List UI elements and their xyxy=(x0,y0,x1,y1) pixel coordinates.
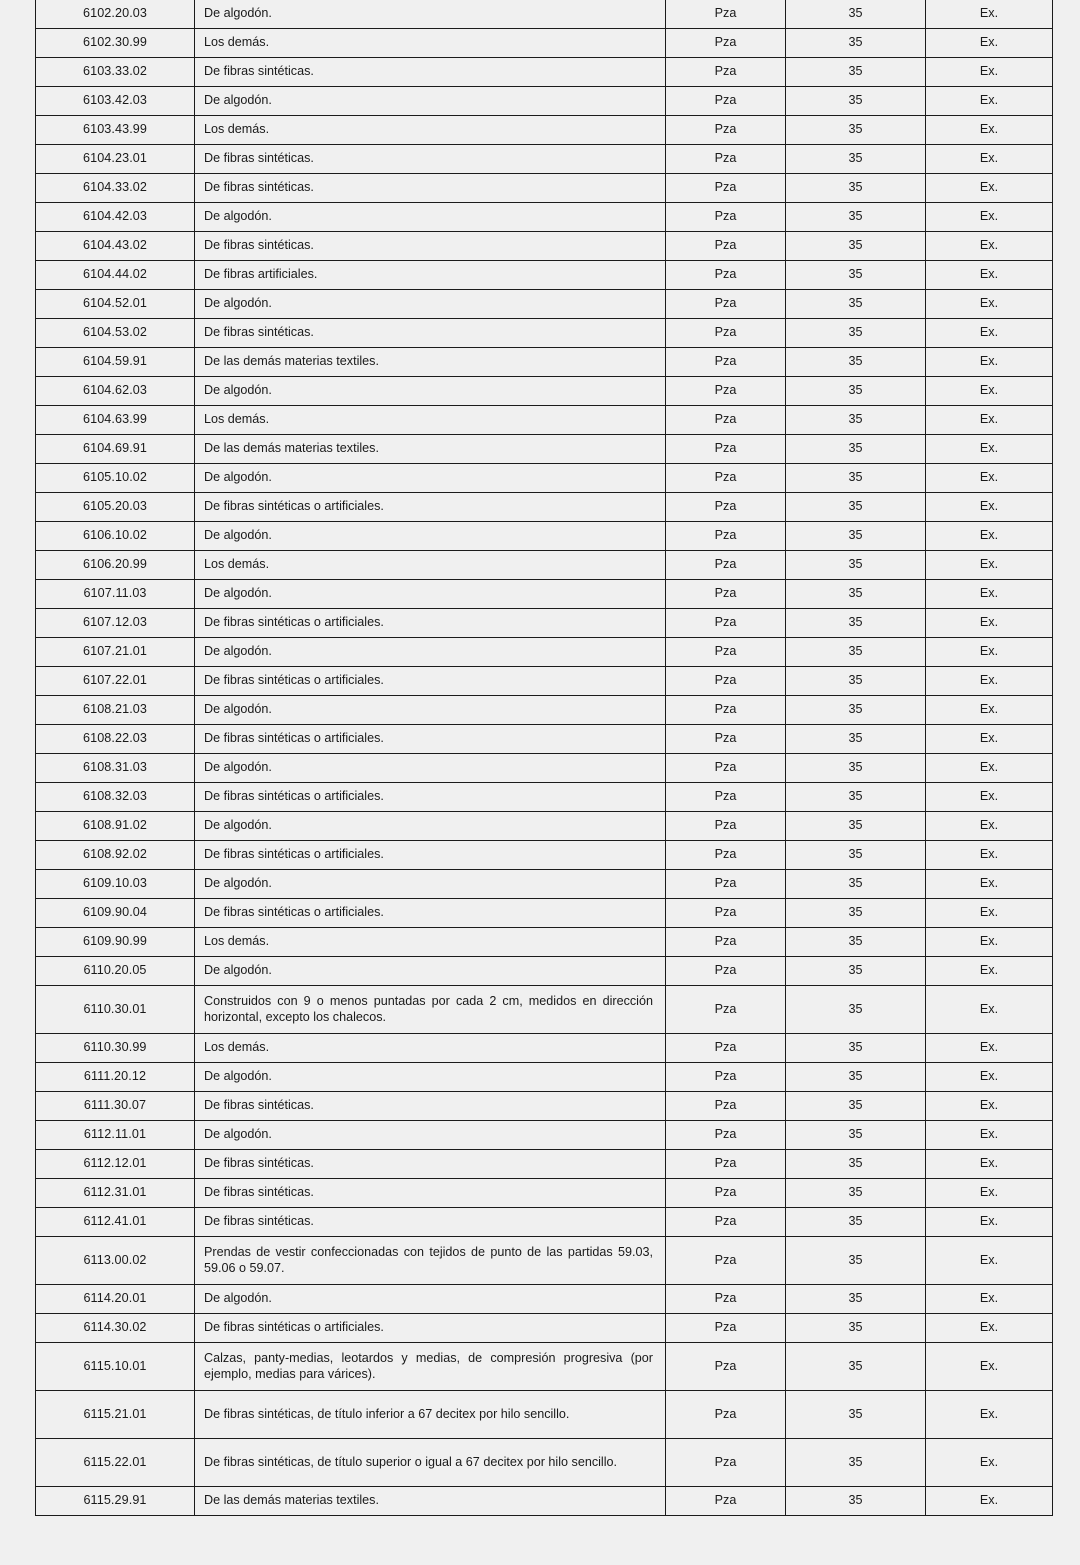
cell-unit: Pza xyxy=(666,667,786,696)
cell-tariff-code: 6110.30.99 xyxy=(36,1034,195,1063)
cell-import-duty: 35 xyxy=(786,1150,926,1179)
cell-description: De algodón. xyxy=(195,812,666,841)
cell-unit: Pza xyxy=(666,1208,786,1237)
cell-export-duty: Ex. xyxy=(926,870,1053,899)
cell-tariff-code: 6113.00.02 xyxy=(36,1237,195,1285)
cell-description: De fibras artificiales. xyxy=(195,261,666,290)
table-row xyxy=(36,58,1053,87)
cell-tariff-code: 6104.44.02 xyxy=(36,261,195,290)
cell-description: De fibras sintéticas o artificiales. xyxy=(195,841,666,870)
cell-unit: Pza xyxy=(666,29,786,58)
table-row xyxy=(36,928,1053,957)
cell-import-duty: 35 xyxy=(786,783,926,812)
cell-description: De fibras sintéticas. xyxy=(195,1150,666,1179)
cell-export-duty: Ex. xyxy=(926,348,1053,377)
table-row xyxy=(36,1439,1053,1487)
cell-unit: Pza xyxy=(666,1063,786,1092)
table-row xyxy=(36,522,1053,551)
table-row xyxy=(36,812,1053,841)
cell-tariff-code: 6107.21.01 xyxy=(36,638,195,667)
cell-tariff-code: 6111.30.07 xyxy=(36,1092,195,1121)
cell-export-duty: Ex. xyxy=(926,1179,1053,1208)
cell-export-duty: Ex. xyxy=(926,638,1053,667)
cell-description: De fibras sintéticas, de título superior o igual a 67 decitex por hilo sencillo. xyxy=(195,1439,666,1487)
cell-tariff-code: 6106.20.99 xyxy=(36,551,195,580)
cell-description: De fibras sintéticas, de título inferior a 67 decitex por hilo sencillo. xyxy=(195,1391,666,1439)
cell-unit: Pza xyxy=(666,725,786,754)
cell-unit: Pza xyxy=(666,812,786,841)
cell-import-duty: 35 xyxy=(786,1092,926,1121)
table-row xyxy=(36,290,1053,319)
cell-tariff-code: 6104.52.01 xyxy=(36,290,195,319)
table-row xyxy=(36,435,1053,464)
cell-tariff-code: 6112.31.01 xyxy=(36,1179,195,1208)
table-row xyxy=(36,580,1053,609)
cell-tariff-code: 6104.43.02 xyxy=(36,232,195,261)
cell-unit: Pza xyxy=(666,609,786,638)
table-row xyxy=(36,725,1053,754)
cell-import-duty: 35 xyxy=(786,116,926,145)
table-row xyxy=(36,319,1053,348)
cell-tariff-code: 6109.10.03 xyxy=(36,870,195,899)
cell-description: De fibras sintéticas o artificiales. xyxy=(195,783,666,812)
cell-unit: Pza xyxy=(666,841,786,870)
cell-unit: Pza xyxy=(666,1285,786,1314)
table-row xyxy=(36,609,1053,638)
table-row xyxy=(36,1121,1053,1150)
table-row xyxy=(36,1343,1053,1391)
cell-tariff-code: 6104.62.03 xyxy=(36,377,195,406)
cell-import-duty: 35 xyxy=(786,1343,926,1391)
cell-description: De fibras sintéticas. xyxy=(195,1179,666,1208)
cell-unit: Pza xyxy=(666,696,786,725)
cell-unit: Pza xyxy=(666,87,786,116)
cell-import-duty: 35 xyxy=(786,638,926,667)
cell-unit: Pza xyxy=(666,1034,786,1063)
cell-tariff-code: 6103.42.03 xyxy=(36,87,195,116)
cell-export-duty: Ex. xyxy=(926,957,1053,986)
table-row xyxy=(36,203,1053,232)
cell-unit: Pza xyxy=(666,1150,786,1179)
cell-description: De fibras sintéticas. xyxy=(195,1208,666,1237)
cell-description: De algodón. xyxy=(195,1285,666,1314)
cell-export-duty: Ex. xyxy=(926,406,1053,435)
cell-export-duty: Ex. xyxy=(926,493,1053,522)
cell-description: De fibras sintéticas o artificiales. xyxy=(195,493,666,522)
cell-tariff-code: 6114.30.02 xyxy=(36,1314,195,1343)
cell-description: De algodón. xyxy=(195,377,666,406)
cell-unit: Pza xyxy=(666,580,786,609)
table-row xyxy=(36,406,1053,435)
cell-tariff-code: 6108.22.03 xyxy=(36,725,195,754)
table-row xyxy=(36,232,1053,261)
table-row xyxy=(36,1208,1053,1237)
cell-description: De fibras sintéticas o artificiales. xyxy=(195,1314,666,1343)
cell-unit: Pza xyxy=(666,203,786,232)
cell-tariff-code: 6104.33.02 xyxy=(36,174,195,203)
tariff-table-body xyxy=(36,0,1053,1516)
table-row xyxy=(36,551,1053,580)
table-row xyxy=(36,1034,1053,1063)
cell-import-duty: 35 xyxy=(786,203,926,232)
cell-tariff-code: 6108.31.03 xyxy=(36,754,195,783)
cell-description: De algodón. xyxy=(195,203,666,232)
cell-description: De las demás materias textiles. xyxy=(195,1487,666,1516)
cell-import-duty: 35 xyxy=(786,957,926,986)
cell-description: De algodón. xyxy=(195,1063,666,1092)
cell-tariff-code: 6104.63.99 xyxy=(36,406,195,435)
cell-import-duty: 35 xyxy=(786,145,926,174)
cell-tariff-code: 6108.91.02 xyxy=(36,812,195,841)
cell-description: De fibras sintéticas. xyxy=(195,1092,666,1121)
cell-unit: Pza xyxy=(666,986,786,1034)
table-row xyxy=(36,1092,1053,1121)
cell-unit: Pza xyxy=(666,1343,786,1391)
cell-description: De fibras sintéticas. xyxy=(195,174,666,203)
table-row xyxy=(36,377,1053,406)
cell-unit: Pza xyxy=(666,1179,786,1208)
cell-tariff-code: 6112.12.01 xyxy=(36,1150,195,1179)
cell-description: De fibras sintéticas. xyxy=(195,145,666,174)
cell-export-duty: Ex. xyxy=(926,87,1053,116)
cell-unit: Pza xyxy=(666,406,786,435)
cell-import-duty: 35 xyxy=(786,1063,926,1092)
cell-import-duty: 35 xyxy=(786,406,926,435)
cell-description: De fibras sintéticas o artificiales. xyxy=(195,609,666,638)
cell-unit: Pza xyxy=(666,232,786,261)
cell-description: De algodón. xyxy=(195,522,666,551)
cell-import-duty: 35 xyxy=(786,348,926,377)
cell-unit: Pza xyxy=(666,783,786,812)
cell-import-duty: 35 xyxy=(786,551,926,580)
cell-import-duty: 35 xyxy=(786,435,926,464)
cell-export-duty: Ex. xyxy=(926,609,1053,638)
cell-tariff-code: 6107.22.01 xyxy=(36,667,195,696)
cell-tariff-code: 6114.20.01 xyxy=(36,1285,195,1314)
cell-export-duty: Ex. xyxy=(926,290,1053,319)
table-row xyxy=(36,261,1053,290)
cell-import-duty: 35 xyxy=(786,87,926,116)
cell-import-duty: 35 xyxy=(786,1487,926,1516)
cell-tariff-code: 6108.92.02 xyxy=(36,841,195,870)
cell-description: Los demás. xyxy=(195,29,666,58)
table-row xyxy=(36,841,1053,870)
cell-description: De algodón. xyxy=(195,696,666,725)
cell-export-duty: Ex. xyxy=(926,725,1053,754)
cell-export-duty: Ex. xyxy=(926,29,1053,58)
cell-tariff-code: 6105.10.02 xyxy=(36,464,195,493)
cell-tariff-code: 6107.11.03 xyxy=(36,580,195,609)
cell-export-duty: Ex. xyxy=(926,261,1053,290)
cell-tariff-code: 6115.10.01 xyxy=(36,1343,195,1391)
cell-tariff-code: 6112.11.01 xyxy=(36,1121,195,1150)
cell-import-duty: 35 xyxy=(786,667,926,696)
table-row xyxy=(36,1285,1053,1314)
cell-import-duty: 35 xyxy=(786,319,926,348)
cell-unit: Pza xyxy=(666,928,786,957)
cell-description: Los demás. xyxy=(195,1034,666,1063)
cell-import-duty: 35 xyxy=(786,1439,926,1487)
table-row xyxy=(36,174,1053,203)
cell-export-duty: Ex. xyxy=(926,319,1053,348)
cell-export-duty: Ex. xyxy=(926,1314,1053,1343)
cell-unit: Pza xyxy=(666,116,786,145)
cell-unit: Pza xyxy=(666,58,786,87)
cell-unit: Pza xyxy=(666,899,786,928)
table-row xyxy=(36,870,1053,899)
cell-unit: Pza xyxy=(666,435,786,464)
cell-description: De algodón. xyxy=(195,870,666,899)
cell-export-duty: Ex. xyxy=(926,1391,1053,1439)
cell-tariff-code: 6104.23.01 xyxy=(36,145,195,174)
cell-import-duty: 35 xyxy=(786,609,926,638)
cell-export-duty: Ex. xyxy=(926,203,1053,232)
cell-export-duty: Ex. xyxy=(926,1343,1053,1391)
cell-export-duty: Ex. xyxy=(926,1439,1053,1487)
cell-unit: Pza xyxy=(666,638,786,667)
cell-unit: Pza xyxy=(666,261,786,290)
cell-import-duty: 35 xyxy=(786,1208,926,1237)
cell-export-duty: Ex. xyxy=(926,696,1053,725)
cell-import-duty: 35 xyxy=(786,174,926,203)
cell-export-duty: Ex. xyxy=(926,377,1053,406)
cell-export-duty: Ex. xyxy=(926,232,1053,261)
table-row xyxy=(36,1314,1053,1343)
cell-export-duty: Ex. xyxy=(926,551,1053,580)
cell-import-duty: 35 xyxy=(786,986,926,1034)
cell-unit: Pza xyxy=(666,0,786,29)
cell-description: Calzas, panty-medias, leotardos y medias, de compresión progresiva (por ejemplo, medias para várices). xyxy=(195,1343,666,1391)
cell-description: De las demás materias textiles. xyxy=(195,348,666,377)
cell-tariff-code: 6106.10.02 xyxy=(36,522,195,551)
cell-unit: Pza xyxy=(666,377,786,406)
table-row xyxy=(36,145,1053,174)
cell-description: De fibras sintéticas. xyxy=(195,58,666,87)
cell-tariff-code: 6109.90.99 xyxy=(36,928,195,957)
cell-export-duty: Ex. xyxy=(926,812,1053,841)
cell-unit: Pza xyxy=(666,319,786,348)
cell-import-duty: 35 xyxy=(786,1179,926,1208)
cell-description: De algodón. xyxy=(195,87,666,116)
cell-import-duty: 35 xyxy=(786,464,926,493)
table-row xyxy=(36,667,1053,696)
cell-import-duty: 35 xyxy=(786,493,926,522)
cell-description: De fibras sintéticas. xyxy=(195,232,666,261)
cell-import-duty: 35 xyxy=(786,1237,926,1285)
cell-tariff-code: 6104.53.02 xyxy=(36,319,195,348)
cell-export-duty: Ex. xyxy=(926,1150,1053,1179)
table-row xyxy=(36,1150,1053,1179)
cell-description: Construidos con 9 o menos puntadas por cada 2 cm, medidos en dirección horizontal, excepto los chalecos. xyxy=(195,986,666,1034)
table-row xyxy=(36,1487,1053,1516)
cell-export-duty: Ex. xyxy=(926,58,1053,87)
cell-export-duty: Ex. xyxy=(926,1063,1053,1092)
cell-export-duty: Ex. xyxy=(926,1208,1053,1237)
cell-unit: Pza xyxy=(666,754,786,783)
cell-export-duty: Ex. xyxy=(926,986,1053,1034)
cell-description: Prendas de vestir confeccionadas con tejidos de punto de las partidas 59.03, 59.06 o 59.07. xyxy=(195,1237,666,1285)
table-row xyxy=(36,116,1053,145)
cell-unit: Pza xyxy=(666,464,786,493)
cell-export-duty: Ex. xyxy=(926,667,1053,696)
cell-import-duty: 35 xyxy=(786,725,926,754)
cell-unit: Pza xyxy=(666,493,786,522)
table-row xyxy=(36,464,1053,493)
cell-tariff-code: 6102.20.03 xyxy=(36,0,195,29)
table-row xyxy=(36,348,1053,377)
table-row xyxy=(36,1063,1053,1092)
tariff-table xyxy=(35,0,1053,1516)
cell-export-duty: Ex. xyxy=(926,1034,1053,1063)
table-row xyxy=(36,638,1053,667)
cell-unit: Pza xyxy=(666,348,786,377)
cell-import-duty: 35 xyxy=(786,1285,926,1314)
cell-unit: Pza xyxy=(666,290,786,319)
table-row xyxy=(36,1391,1053,1439)
cell-unit: Pza xyxy=(666,1314,786,1343)
table-row xyxy=(36,1237,1053,1285)
table-row xyxy=(36,1179,1053,1208)
cell-tariff-code: 6105.20.03 xyxy=(36,493,195,522)
cell-unit: Pza xyxy=(666,870,786,899)
cell-tariff-code: 6108.32.03 xyxy=(36,783,195,812)
cell-tariff-code: 6110.30.01 xyxy=(36,986,195,1034)
cell-import-duty: 35 xyxy=(786,1034,926,1063)
table-row xyxy=(36,783,1053,812)
table-row xyxy=(36,29,1053,58)
cell-import-duty: 35 xyxy=(786,522,926,551)
table-row xyxy=(36,899,1053,928)
cell-import-duty: 35 xyxy=(786,261,926,290)
cell-tariff-code: 6103.43.99 xyxy=(36,116,195,145)
cell-description: De algodón. xyxy=(195,0,666,29)
cell-tariff-code: 6109.90.04 xyxy=(36,899,195,928)
table-row xyxy=(36,754,1053,783)
cell-export-duty: Ex. xyxy=(926,1285,1053,1314)
cell-import-duty: 35 xyxy=(786,870,926,899)
cell-description: De fibras sintéticas o artificiales. xyxy=(195,667,666,696)
cell-tariff-code: 6115.21.01 xyxy=(36,1391,195,1439)
cell-export-duty: Ex. xyxy=(926,522,1053,551)
cell-export-duty: Ex. xyxy=(926,145,1053,174)
cell-unit: Pza xyxy=(666,551,786,580)
cell-import-duty: 35 xyxy=(786,377,926,406)
cell-description: De fibras sintéticas. xyxy=(195,319,666,348)
cell-tariff-code: 6102.30.99 xyxy=(36,29,195,58)
cell-import-duty: 35 xyxy=(786,1314,926,1343)
cell-import-duty: 35 xyxy=(786,812,926,841)
cell-tariff-code: 6115.22.01 xyxy=(36,1439,195,1487)
cell-import-duty: 35 xyxy=(786,232,926,261)
cell-import-duty: 35 xyxy=(786,928,926,957)
cell-description: Los demás. xyxy=(195,116,666,145)
table-row xyxy=(36,0,1053,29)
cell-tariff-code: 6110.20.05 xyxy=(36,957,195,986)
cell-export-duty: Ex. xyxy=(926,1487,1053,1516)
cell-import-duty: 35 xyxy=(786,1121,926,1150)
cell-description: Los demás. xyxy=(195,406,666,435)
cell-import-duty: 35 xyxy=(786,1391,926,1439)
cell-tariff-code: 6104.69.91 xyxy=(36,435,195,464)
cell-export-duty: Ex. xyxy=(926,116,1053,145)
cell-tariff-code: 6111.20.12 xyxy=(36,1063,195,1092)
cell-unit: Pza xyxy=(666,1439,786,1487)
cell-export-duty: Ex. xyxy=(926,174,1053,203)
cell-export-duty: Ex. xyxy=(926,899,1053,928)
cell-unit: Pza xyxy=(666,1487,786,1516)
cell-unit: Pza xyxy=(666,145,786,174)
cell-description: De algodón. xyxy=(195,464,666,493)
cell-unit: Pza xyxy=(666,1237,786,1285)
cell-unit: Pza xyxy=(666,174,786,203)
cell-unit: Pza xyxy=(666,522,786,551)
cell-import-duty: 35 xyxy=(786,580,926,609)
cell-export-duty: Ex. xyxy=(926,928,1053,957)
table-row xyxy=(36,957,1053,986)
cell-tariff-code: 6104.42.03 xyxy=(36,203,195,232)
cell-import-duty: 35 xyxy=(786,899,926,928)
cell-tariff-code: 6103.33.02 xyxy=(36,58,195,87)
cell-import-duty: 35 xyxy=(786,29,926,58)
cell-description: De algodón. xyxy=(195,754,666,783)
cell-export-duty: Ex. xyxy=(926,1121,1053,1150)
cell-export-duty: Ex. xyxy=(926,1237,1053,1285)
cell-export-duty: Ex. xyxy=(926,435,1053,464)
cell-description: De algodón. xyxy=(195,290,666,319)
cell-description: De algodón. xyxy=(195,1121,666,1150)
cell-tariff-code: 6107.12.03 xyxy=(36,609,195,638)
table-row xyxy=(36,986,1053,1034)
cell-description: De algodón. xyxy=(195,580,666,609)
cell-description: De fibras sintéticas o artificiales. xyxy=(195,899,666,928)
cell-import-duty: 35 xyxy=(786,58,926,87)
cell-import-duty: 35 xyxy=(786,290,926,319)
cell-tariff-code: 6104.59.91 xyxy=(36,348,195,377)
cell-unit: Pza xyxy=(666,1121,786,1150)
cell-import-duty: 35 xyxy=(786,696,926,725)
table-row xyxy=(36,87,1053,116)
cell-description: De las demás materias textiles. xyxy=(195,435,666,464)
cell-import-duty: 35 xyxy=(786,0,926,29)
cell-export-duty: Ex. xyxy=(926,580,1053,609)
cell-description: De algodón. xyxy=(195,957,666,986)
cell-unit: Pza xyxy=(666,1092,786,1121)
cell-description: De algodón. xyxy=(195,638,666,667)
table-row xyxy=(36,493,1053,522)
cell-tariff-code: 6108.21.03 xyxy=(36,696,195,725)
table-row xyxy=(36,696,1053,725)
cell-description: De fibras sintéticas o artificiales. xyxy=(195,725,666,754)
cell-tariff-code: 6112.41.01 xyxy=(36,1208,195,1237)
cell-unit: Pza xyxy=(666,1391,786,1439)
cell-export-duty: Ex. xyxy=(926,464,1053,493)
cell-description: Los demás. xyxy=(195,928,666,957)
cell-description: Los demás. xyxy=(195,551,666,580)
cell-tariff-code: 6115.29.91 xyxy=(36,1487,195,1516)
cell-export-duty: Ex. xyxy=(926,754,1053,783)
cell-export-duty: Ex. xyxy=(926,0,1053,29)
cell-export-duty: Ex. xyxy=(926,783,1053,812)
cell-import-duty: 35 xyxy=(786,841,926,870)
cell-export-duty: Ex. xyxy=(926,841,1053,870)
cell-export-duty: Ex. xyxy=(926,1092,1053,1121)
cell-import-duty: 35 xyxy=(786,754,926,783)
cell-unit: Pza xyxy=(666,957,786,986)
